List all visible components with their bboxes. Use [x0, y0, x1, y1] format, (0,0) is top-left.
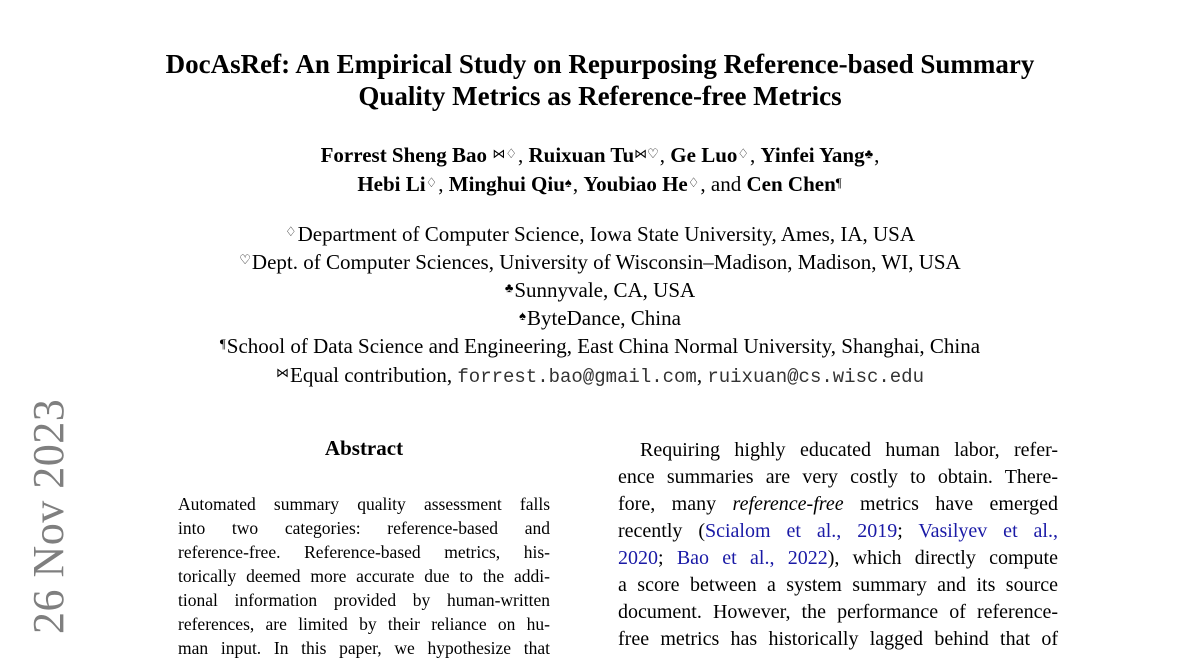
affiliation-mark: ¶ [219, 336, 226, 351]
author-name: Cen Chen [746, 172, 836, 196]
author-mark: ♢ [737, 146, 750, 161]
author-mark: ⋈♡ [634, 146, 659, 161]
intro-line [618, 491, 1058, 518]
abstract-line: Automated summary quality assessment falls [178, 494, 550, 514]
abstract-line: reference-free. Reference-based metrics, his- [178, 542, 550, 562]
author-name: Youbiao He [583, 172, 688, 196]
affiliation-mark: ♣ [504, 280, 514, 295]
intro-line: document. However, the performance of reference- [618, 601, 1058, 623]
affiliation-mark: ♠ [519, 308, 526, 323]
intro-emphasis: reference-free [732, 493, 844, 515]
affiliation-line [0, 304, 1200, 332]
abstract-heading: Abstract [324, 436, 404, 460]
abstract-line: man input. In this paper, we hypothesize that [178, 638, 550, 658]
author-name: Yinfei Yang [760, 143, 865, 167]
intro-text: metrics have emerged [860, 493, 1059, 515]
intro-line: free metrics has historically lagged behind that of [618, 628, 1058, 650]
affiliation-text: School of Data Science and Engineering, East China Normal University, Shanghai, China [226, 334, 981, 358]
intro-line: recently (Scialom et al., 2019; Vasilyev et al., [618, 520, 1058, 542]
intro-line: 2020; Bao et al., 2022), which directly compute [618, 547, 1058, 569]
intro-line: a score between a system summary and its source [618, 574, 1058, 596]
affiliation-line [0, 276, 1200, 304]
contribution-text: Equal contribution, [290, 363, 453, 387]
email-link[interactable]: forrest.bao@gmail.com [457, 366, 697, 388]
contribution-mark: ⋈ [276, 365, 289, 380]
citation-link[interactable]: Bao et al., 2022 [676, 547, 828, 569]
intro-text: ), which directly compute [827, 547, 1058, 569]
author-name: Minghui Qiu [448, 172, 565, 196]
paper-title-line-2: Quality Metrics as Reference-free Metrics [358, 81, 842, 111]
affiliation-text: Dept. of Computer Sciences, University of Wisconsin–Madison, Madison, WI, USA [251, 250, 961, 274]
abstract-line: references, are limited by their reliance on hu- [178, 614, 550, 634]
arxiv-date-stamp: 26 Nov 2023 [24, 398, 73, 634]
author-name: Ruixuan Tu [528, 143, 635, 167]
author-mark: ♢ [425, 175, 438, 190]
intro-line: Requiring highly educated human labor, refer- [640, 439, 1058, 461]
intro-text: fore, many [618, 493, 717, 515]
author-mark: ⋈♢ [492, 146, 517, 161]
email-link[interactable]: ruixuan@cs.wisc.edu [707, 366, 924, 388]
affiliation-line [0, 220, 1200, 248]
contribution-line: ⋈Equal contribution, forrest.bao@gmail.com, ruixuan@cs.wisc.edu [276, 363, 924, 388]
paper-title-line-1: DocAsRef: An Empirical Study on Repurposing Reference-based Summary [165, 49, 1035, 79]
affiliation-line [0, 332, 1200, 360]
affiliation-text: Sunnyvale, CA, USA [514, 278, 696, 302]
citation-link[interactable]: 2020 [618, 547, 658, 569]
affiliation-text: Department of Computer Science, Iowa State University, Ames, IA, USA [297, 222, 916, 246]
citation-link[interactable]: Scialom et al., 2019 [705, 520, 898, 542]
author-mark: ¶ [835, 175, 842, 190]
intro-text: recently ( [618, 520, 705, 542]
citation-link[interactable]: Vasilyev et al., [918, 520, 1058, 542]
author-name: Forrest Sheng Bao [320, 143, 488, 167]
affiliation-line [0, 248, 1200, 276]
author-mark: ♣ [864, 146, 874, 161]
author-name: Ge Luo [670, 143, 738, 167]
author-list-line-1: Forrest Sheng Bao ⋈♢, Ruixuan Tu⋈♡, Ge Luo♢, Yinfei Yang♣, [320, 143, 880, 167]
author-mark: ♠ [564, 175, 572, 190]
author-connector: and [710, 172, 742, 196]
author-name: Hebi Li [357, 172, 426, 196]
affiliation-text: ByteDance, China [526, 306, 681, 330]
author-mark: ♢ [687, 175, 700, 190]
author-list-line-2: Hebi Li♢, Minghui Qiu♠, Youbiao He♢, and Cen Chen¶ [357, 172, 842, 196]
affiliation-mark: ♡ [239, 252, 251, 267]
affiliation-mark: ♢ [284, 224, 297, 239]
abstract-line: tional information provided by human-written [178, 590, 550, 610]
intro-line: ence summaries are very costly to obtain. There- [618, 466, 1058, 488]
abstract-line: torically deemed more accurate due to the addi- [178, 566, 550, 586]
abstract-line: into two categories: reference-based and [178, 518, 550, 538]
